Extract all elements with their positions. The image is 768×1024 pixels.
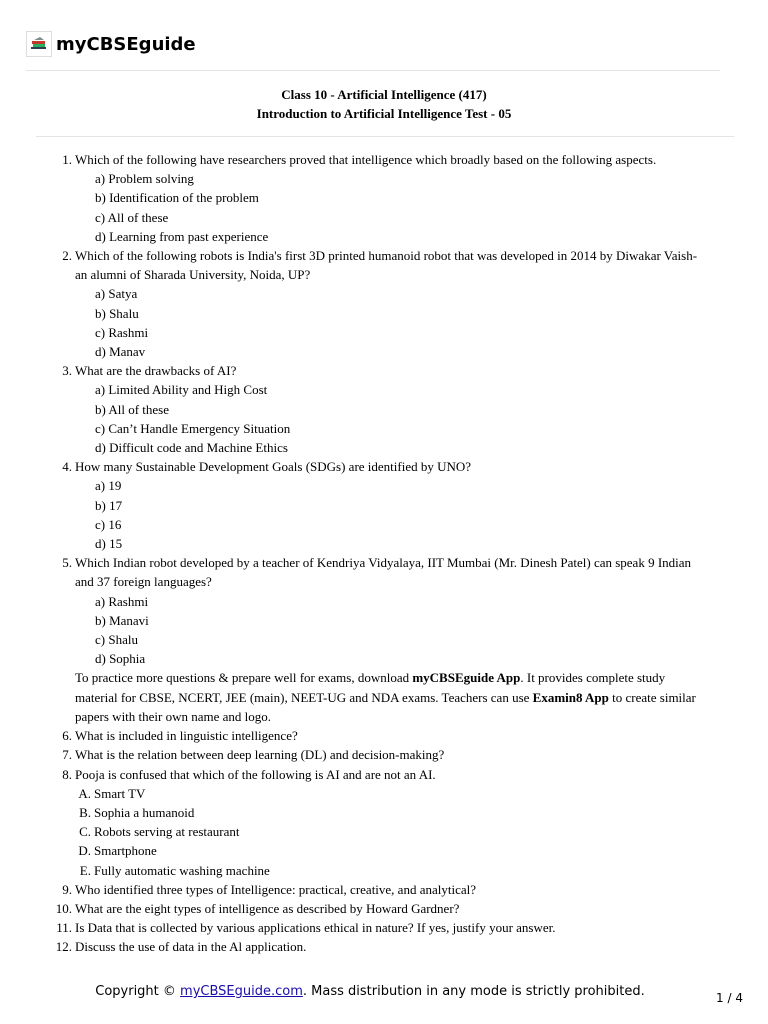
option-item: a) Problem solving [95, 171, 194, 187]
option-item: a) Rashmi [95, 593, 149, 609]
title-divider [36, 136, 734, 137]
question-number: 9. [62, 881, 72, 897]
question-text: What is included in linguistic intelligence? [75, 728, 298, 744]
question-number: 4. [62, 459, 72, 475]
question-number: 5. [62, 555, 72, 571]
question-item [0, 361, 768, 380]
question-number: 3. [62, 363, 72, 379]
option-item [0, 861, 768, 880]
question-number: 7. [62, 747, 72, 763]
question-number: 10. [55, 900, 72, 916]
footer-link[interactable]: myCBSEguide.com [180, 984, 303, 999]
option-item: a) Limited Ability and High Cost [95, 382, 268, 398]
logo-icon [26, 31, 52, 57]
question-text: Which of the following robots is India's first 3D printed humanoid robot that was developed in 2014 by Diwakar Vaish- [75, 248, 698, 264]
option-item: d) Difficult code and Machine Ethics [95, 440, 288, 456]
question-text: and 37 foreign languages? [75, 574, 212, 590]
question-text: Is Data that is collected by various applications ethical in nature? If yes, justify your answer. [75, 920, 556, 936]
question-text: What is the relation between deep learning (DL) and decision-making? [75, 747, 445, 763]
question-number: 1. [62, 152, 72, 167]
option-item: c) Shalu [95, 632, 138, 648]
option-item: d) 15 [95, 536, 123, 552]
question-text: What are the drawbacks of AI? [75, 363, 237, 379]
question-text: Which Indian robot developed by a teacher of Kendriya Vidyalaya, IIT Mumbai (Mr. Dinesh Patel) can speak 9 Indian [75, 555, 692, 571]
promo-examin8-name: Examin8 App [532, 689, 609, 705]
question-item [0, 246, 768, 284]
option-text: Sophia a humanoid [94, 804, 195, 820]
page-number: 1 / 4 [716, 991, 743, 1005]
footer: Copyright © myCBSEguide.com. Mass distribution in any mode is strictly prohibited. [95, 984, 645, 999]
option-item: b) 17 [95, 497, 123, 513]
option-text: Robots serving at restaurant [94, 824, 240, 840]
question-item [0, 726, 768, 745]
option-item [0, 822, 768, 841]
option-item: a) Satya [95, 286, 138, 302]
question-number: 2. [62, 248, 72, 264]
header-divider [26, 70, 720, 71]
question-item [0, 765, 768, 784]
question-text: Which of the following have researchers proved that intelligence which broadly based on the following aspects. [75, 152, 657, 167]
question-number: 6. [62, 728, 72, 744]
brand-name: myCBSEguide [56, 33, 196, 55]
header [26, 31, 196, 57]
option-letter: B. [79, 804, 91, 820]
option-item: b) Identification of the problem [95, 190, 259, 206]
document-title: Class 10 - Artificial Intelligence (417) [281, 87, 487, 102]
option-letter: A. [78, 785, 91, 801]
promo-paragraph: To practice more questions & prepare well for exams, download myCBSEguide App. It provides complete study material for CBSE, NCERT, JEE (main), NEET-UG and NDA exams. Teachers can use Examin8 App to create similar papers with their own name and logo. [75, 670, 696, 724]
question-list [0, 150, 768, 957]
option-item: c) Rashmi [95, 324, 149, 340]
question-item [0, 899, 768, 918]
option-letter: D. [78, 843, 91, 859]
option-item [0, 803, 768, 822]
promo-app-name: myCBSEguide App [412, 670, 521, 686]
question-text: Discuss the use of data in the Al application. [75, 939, 307, 955]
option-item: c) All of these [95, 209, 169, 225]
option-letter: C. [79, 824, 91, 840]
question-text: What are the eight types of intelligence as described by Howard Gardner? [75, 900, 460, 916]
option-text: Fully automatic washing machine [94, 862, 270, 878]
option-item: c) Can’t Handle Emergency Situation [95, 420, 291, 436]
question-item [0, 553, 768, 591]
option-item [0, 784, 768, 803]
option-item: d) Learning from past experience [95, 228, 269, 244]
option-item [0, 841, 768, 860]
option-item: b) Shalu [95, 305, 139, 321]
question-item [0, 457, 768, 476]
question-item [0, 745, 768, 764]
question-number: 11. [56, 920, 72, 936]
option-item: a) 19 [95, 478, 122, 494]
question-item [0, 937, 768, 956]
question-item [0, 918, 768, 937]
option-item: c) 16 [95, 516, 122, 532]
option-item: b) Manavi [95, 612, 149, 628]
option-item: b) All of these [95, 401, 170, 417]
option-text: Smart TV [94, 785, 146, 801]
question-number: 8. [62, 766, 72, 782]
question-text: an alumni of Sharada University, Noida, UP? [75, 267, 311, 283]
question-text: Pooja is confused that which of the following is AI and are not an AI. [75, 766, 436, 782]
question-item [0, 880, 768, 899]
question-number: 12. [55, 939, 72, 955]
option-item: d) Manav [95, 344, 146, 360]
option-item: d) Sophia [95, 651, 146, 667]
question-text: Who identified three types of Intelligence: practical, creative, and analytical? [75, 881, 477, 897]
option-letter: E. [79, 862, 91, 878]
question-text: How many Sustainable Development Goals (SDGs) are identified by UNO? [75, 459, 472, 475]
option-text: Smartphone [94, 843, 157, 859]
document-subtitle: Introduction to Artificial Intelligence Test - 05 [256, 106, 512, 121]
question-item [0, 150, 768, 169]
